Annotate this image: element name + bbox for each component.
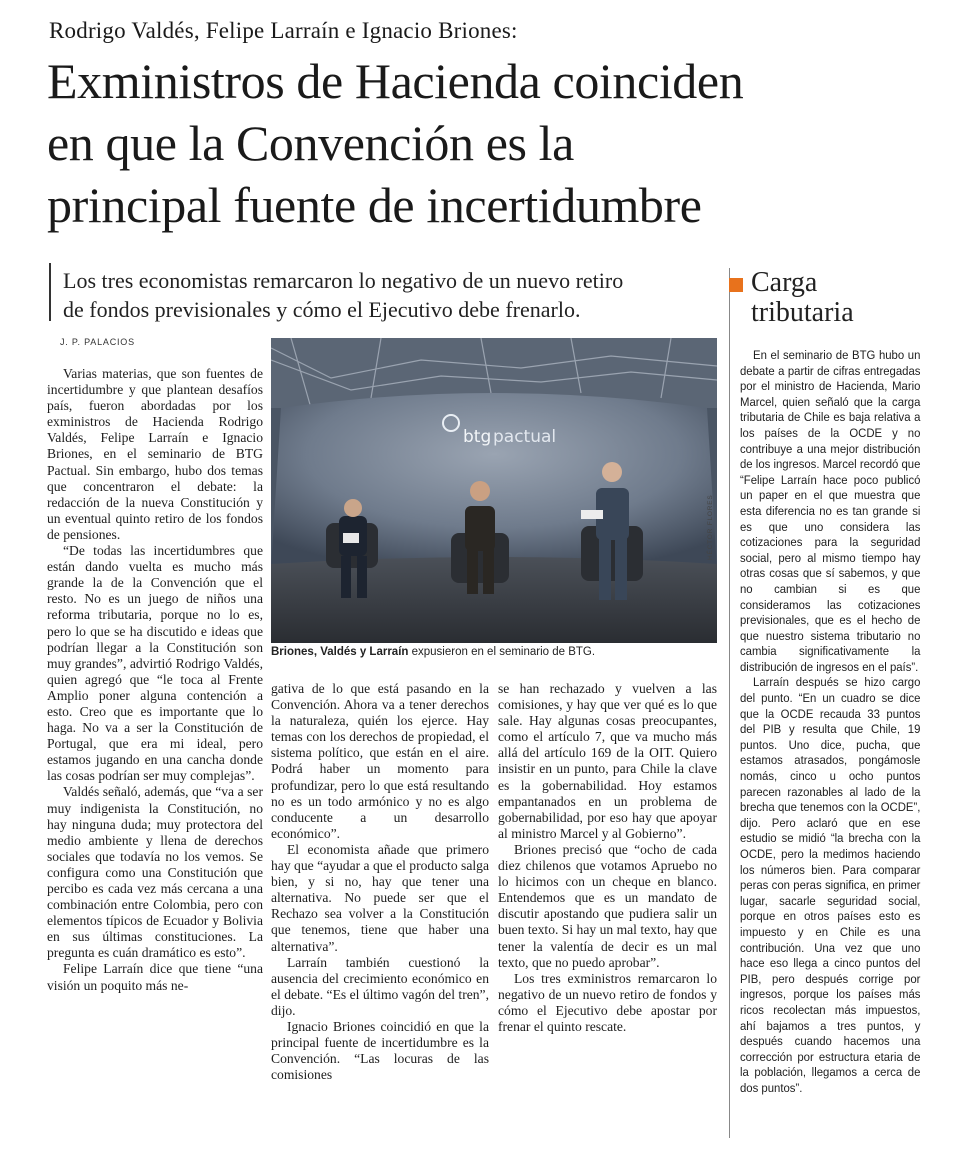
- caption-names: Briones, Valdés y Larraín: [271, 646, 409, 658]
- body-column-2: [271, 681, 489, 1083]
- headline: [47, 50, 947, 236]
- headline-line-1: Exministros de Hacienda coinciden: [47, 53, 744, 109]
- body-column-1: [47, 366, 263, 994]
- body-paragraph: Larraín también cuestionó la ausencia del crecimiento económico en el debate. “Es el último vagón del tren”, dijo.: [271, 954, 489, 1018]
- body-paragraph: Briones precisó que “ocho de cada diez chilenos que votamos Apruebo no lo hicimos con un cheque en blanco. Entendemos que es un mandato de discutir apostando que pudiera salir un buen texto. Si hay un mal texto, hay que tener la valentía de decir es un mal texto, que no puedo aprobar”.: [498, 841, 717, 970]
- headline-line-2: en que la Convención es la: [47, 115, 574, 171]
- photo-credit: HÉCTOR FLORES: [707, 494, 714, 560]
- body-paragraph: Ignacio Briones coincidió en que la principal fuente de incertidumbre es la Convención. “Las locuras de las comisiones: [271, 1018, 489, 1083]
- deck-line-2: de fondos previsionales y cómo el Ejecutivo debe frenarlo.: [63, 297, 581, 322]
- body-paragraph: Los tres exministros remarcaron lo negativo de un nuevo retiro de fondos y cómo el Ejecutivo debe apostar por frenar el quinto rescate.: [498, 970, 717, 1034]
- deck-line-1: Los tres economistas remarcaron lo negativo de un nuevo retiro: [63, 268, 624, 293]
- sidebar-title: [751, 268, 854, 328]
- sidebar-title-line-2: tributaria: [751, 297, 854, 328]
- sidebar-paragraph: En el seminario de BTG hubo un debate a partir de cifras entregadas por el ministro de Hacienda, Mario Marcel, quien señaló que la carga tributaria de Chile es baja relativa a los países de la OCDE y no contribuye a una mejor distribución de los ingresos. Marcel recordó que “Felipe Larraín hace poco publicó un paper en el que muestra que esta diferencia no es tan grande si es que uno considera las cotizaciones para la seguridad social, pero al mismo tiempo hay otras cosas que sí sabemos, y que no cambian si es que consideramos las cotizaciones previsionales, que es el hecho de que nuestro sistema tributario no cambia significativamente la distribución de ingresos en el país”.: [740, 348, 921, 674]
- body-paragraph: El economista añade que primero hay que “ayudar a que el producto salga bien, y si no, hay que tener una alternativa. No puede ser que el Rechazo sea volver a la Constitución que tenemos, tiene que haber una alternativa”.: [271, 841, 489, 954]
- seminar-photo-illustration: [271, 338, 717, 643]
- sidebar-body: [740, 348, 920, 1097]
- caption-text: expusieron en el seminario de BTG.: [408, 646, 596, 658]
- body-paragraph: Felipe Larraín dice que tiene “una visión un poquito más ne-: [47, 961, 263, 993]
- body-paragraph: gativa de lo que está pasando en la Convención. Ahora va a tener derechos la naturaleza, quién los ejerce. Hay temas con los derechos de propiedad, el sistema político, que están en el aire. Podrá haber un momento para profundizar, pero lo que está resultando no es un todo armónico y no es algo conducente a un desarrollo económico”.: [271, 681, 489, 841]
- sidebar-accent-square: [729, 278, 743, 292]
- logo-pactual: pactual: [493, 427, 557, 447]
- deck: [63, 266, 718, 324]
- body-paragraph: Valdés señaló, además, que “va a ser muy indigenista la Constitución, no hay ninguna duda; muy protectora del medio ambiente y llena de derechos sociales que todavía no los vemos. Se configura como una Constitución que percibo es cada vez más cercana a una combinación entre Colombia, pero con elementos típicos de Ecuador y Bolivia en sus últimas constituciones. La pregunta es cuán dramático es esto”.: [47, 784, 263, 961]
- photo-caption: [271, 646, 717, 658]
- headline-line-3: principal fuente de incertidumbre: [47, 177, 702, 233]
- sidebar-title-line-1: Carga: [751, 267, 818, 298]
- kicker: Rodrigo Valdés, Felipe Larraín e Ignacio Briones:: [49, 18, 518, 43]
- seminar-photo: [271, 338, 717, 643]
- byline: J. P. PALACIOS: [60, 337, 135, 347]
- body-paragraph: se han rechazado y vuelven a las comisiones, y hay que ver qué es lo que sale. Hay algunas cosas preocupantes, como el artículo 7, que va mucho más allá del artículo 169 de la OIT. Quiero insistir en un punto, para Chile la clave es la gobernabilidad. Hoy estamos empantanados en un problema de gobernabilidad, por eso hay que apoyar al ministro Marcel y al Gobierno”.: [498, 681, 717, 841]
- body-paragraph: “De todas las incertidumbres que están dando vuelta es mucho más grande la de la Convención que el resto. No es un juego de niños una reforma tributaria, porque no lo es, pero lo que se ha discutido e ideas que podrían llegar a la Constitución son muy grandes”, advirtió Rodrigo Valdés, quien agregó que “le toca al Frente Amplio poner alguna contención a esto. Creo que es importante que lo haga. No va a ser la Constitución de Portugal, que era mi ideal, pero estamos jugando en una cancha donde las cosas podrían ser muy complejas”.: [47, 543, 263, 784]
- sidebar-divider: [729, 268, 730, 1138]
- logo-btg: btg: [463, 427, 492, 447]
- sidebar-paragraph: Larraín después se hizo cargo del punto. “En un cuadro se dice que la OCDE recauda 33 puntos del PIB y resulta que Chile, 19 puntos. Uno dice, pucha, que estamos atrasados, pongámosle nomás, cinco u ocho puntos parecen razonables al lado de la brecha que tenemos con la OCDE”, dijo. Pero aclaró que en ese estudio se midió “la brecha con la OCDE, pero la medimos haciendo los números bien. Para comparar peras con peras significa, en primer lugar, sacarle seguridad social, porque en otros países esto es impuesto y en Chile es una contribución. Una vez que uno hace eso llega a cinco puntos del PIB, pero después corrige por ingresos, porque los países más ricos recolectan más impuestos, ahí bajamos a tres puntos, y después cuando hacemos una corrección por estructura etaria de la población, llegamos a cerca de dos puntos”.: [740, 675, 921, 1095]
- deck-rule: [49, 263, 51, 321]
- body-paragraph: Varias materias, que son fuentes de incertidumbre y que plantean desafíos país, fueron abordadas por los exministros de Hacienda Rodrigo Valdés, Felipe Larraín e Ignacio Briones, en el seminario de BTG Pactual. Sin embargo, hubo dos temas que concentraron el debate: la redacción de la nueva Constitución y un eventual quinto retiro de los fondos de pensiones.: [47, 366, 263, 542]
- body-column-3: [498, 681, 717, 1035]
